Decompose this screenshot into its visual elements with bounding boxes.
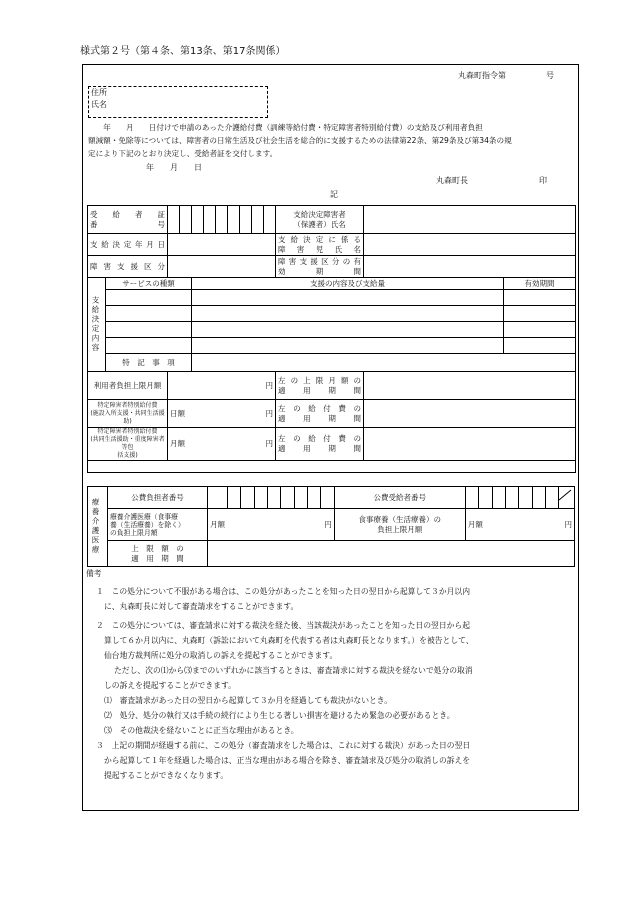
body-line-3: 定により下記のとおり決定し、受給者証を交付します。: [88, 149, 278, 158]
guardian-name-label: 支給決定障害者 （保護者）氏名: [276, 206, 364, 234]
medical-limit-label: 療養介護医療（食事療 養（生活療養）を除く） の負担上限月額: [108, 509, 208, 541]
benefit-period-label-2: 左の給付費の 適 用 期 間: [276, 428, 364, 461]
ki-label: 記: [330, 190, 338, 199]
name-label: 氏名: [91, 100, 107, 109]
tokutei-monthly-label: 特定障害者特別給付費 (共同生活援助・重度障害者等包 括支援): [88, 428, 168, 461]
class-valid-label: 障害支援区分の有 効 期 間: [276, 256, 364, 278]
public-payer-label: 公費負担者番号: [108, 487, 208, 509]
limit-period-label: 左の上限月額の 適 用 期 間: [276, 372, 364, 400]
date-line: 年 月 日: [146, 163, 202, 172]
addressee-box: [88, 86, 268, 118]
meal-limit-value: 月額 円: [465, 509, 574, 541]
tokutei-daily-label: 特定障害者特別給付費 (施設入所支援・共同生活援助): [88, 400, 168, 428]
notes-title: 備考: [86, 569, 102, 578]
recipient-no-label: 受 給 者 証 番 号: [88, 206, 168, 234]
meal-limit-label: 食事療養（生活療養）の 負担上限月額: [334, 509, 465, 541]
ryoyo-label: 療養介護医療: [88, 487, 108, 567]
valid-period-header: 有効期間: [504, 278, 576, 290]
tokutei-daily-value: 日額 円: [168, 400, 276, 428]
benefit-period-label: 左の給付費の 適 用 期 間: [276, 400, 364, 428]
document-number: 丸森町指令第 号: [458, 71, 554, 80]
guardian-name-value: [364, 206, 576, 234]
support-class-label: 障害支援区分: [88, 256, 168, 278]
limit-apply-label: 上 限 額 の 適 用 期 間: [108, 541, 208, 567]
notes-section: 備考 １ この処分について不服がある場合は、この処分があったことを知った日の翌日から起算して３か月以内 に、丸森町長に対して審査請求をすることができます。 ２ この処分については、審査請求に対する裁決を経た後、当該裁決があったことを知った日の翌日から起 算して６か月以内に、丸森町（訴訟において丸森町を代表する者は丸森町長となります。）を被告として、 仙台地方裁判所に処分の取消しの訴えを提起することができます。 ただし、次の⑴から⑶までのいずれかに該当するときは、審査請求に対する裁決を経ないで処分の取消 しの訴えを提起することができます。 ⑴ 審査請求があった日の翌日から起算して３か月を経過しても裁決がないとき。 ⑵ 処分、処分の執行又は手続の続行により生じる著しい損害を避けるため緊急の必要があるとき。 ⑶ その他裁決を経ないことに正当な理由があるとき。 ３ 上記の期間が経過する前に、この処分（審査請求をした場合は、これに対する裁決）があった日の翌日 から起算して１年を経過した場合は、正当な理由がある場合を除き、審査請求及び処分の取消しの訴えを 提起することができなくなります。: [86, 568, 576, 782]
issuer: 丸森町長: [436, 176, 468, 185]
form-title: 様式第２号（第４条、第13条、第17条関係）: [80, 46, 286, 57]
decision-date-label: 支給決定年月日: [88, 234, 168, 256]
seal: 印: [539, 176, 547, 185]
slash-mark-icon: [559, 489, 572, 501]
public-recipient-label: 公費受給者番号: [334, 487, 465, 509]
body-line-2: 額減額・免除等については、障害者の日常生活及び社会生活を総合的に支援するための法律第22条、第29条及び第34条の規: [88, 136, 512, 145]
slash-cell: [559, 487, 575, 509]
address-label: 住所: [91, 88, 107, 97]
user-limit-yen: 円: [168, 372, 276, 400]
special-notes-label: 特 記 事 項: [106, 354, 192, 372]
body-line-1: 年 月 日付けで申請のあった介護給付費（訓練等給付費・特定障害者特別給付費）の支給及び利用者負担: [88, 123, 483, 132]
medical-limit-value: 月額 円: [208, 509, 335, 541]
benefit-table: [87, 205, 576, 473]
user-limit-label: 利用者負担上限月額: [88, 372, 168, 400]
decision-content-label: 支給決定内容: [88, 278, 106, 372]
child-name-label: 支給決定に係る 障害児氏名: [276, 234, 364, 256]
tokutei-monthly-value: 月額 円: [168, 428, 276, 461]
medical-table: [87, 486, 575, 567]
service-type-header: サービスの種類: [106, 278, 192, 290]
support-content-header: 支援の内容及び支給量: [192, 278, 504, 290]
